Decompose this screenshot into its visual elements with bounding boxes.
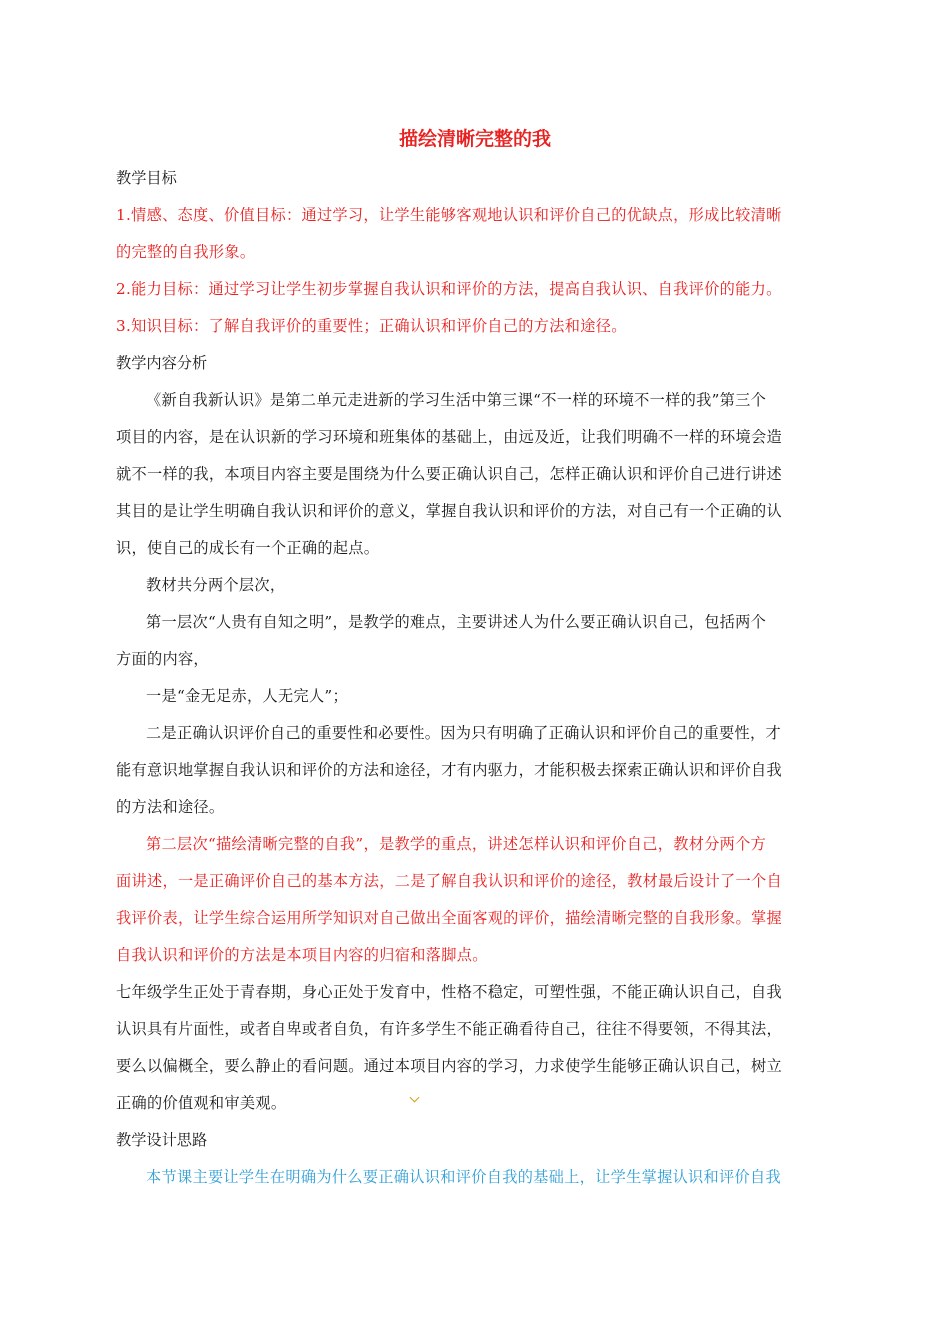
paragraph-8: 本节课主要让学生在明确为什么要正确认识和评价自我的基础上，让学生掌握认识和评价自我: [146, 1168, 781, 1186]
goal-2: 2.能力目标：通过学习让学生初步掌握自我认识和评价的方法，提高自我认识、自我评价的能力。: [116, 280, 782, 298]
paragraph-4: 一是“金无足赤，人无完人”；: [146, 687, 348, 705]
section-heading-content-analysis: 教学内容分析: [116, 354, 208, 372]
paragraph-7-line: 七年级学生正处于青春期，身心正处于发育中，性格不稳定，可塑性强，不能正确认识自己，自我: [116, 983, 782, 1001]
paragraph-1-line: 识，使自己的成长有一个正确的起点。: [116, 539, 380, 557]
document-body: [116, 160, 838, 1196]
section-heading-teaching-goals: 教学目标: [116, 169, 177, 187]
paragraph-1-line: 《新自我新认识》是第二单元走进新的学习生活中第三课“不一样的环境不一样的我”第三个: [146, 391, 767, 409]
document-title: 描绘清晰完整的我: [398, 128, 551, 150]
goal-3: 3.知识目标：了解自我评价的重要性；正确认识和评价自己的方法和途径。: [116, 317, 627, 335]
paragraph-6-line: 自我认识和评价的方法是本项目内容的归宿和落脚点。: [116, 946, 488, 964]
paragraph-3-line: 方面的内容，: [116, 650, 209, 668]
paragraph-2: 教材共分两个层次，: [146, 576, 286, 594]
paragraph-5-line: 二是正确认识评价自己的重要性和必要性。因为只有明确了正确认识和评价自己的重要性，才: [146, 724, 781, 742]
paragraph-5-line: 的方法和途径。: [116, 798, 225, 816]
paragraph-5-line: 能有意识地掌握自我认识和评价的方法和途径，才有内驱力，才能积极去探索正确认识和评价自我: [116, 761, 782, 779]
paragraph-7-line: 认识具有片面性，或者自卑或者自负，有许多学生不能正确看待自己，往往不得要领，不得其法，: [116, 1020, 782, 1038]
paragraph-7-line: 正确的价值观和审美观。: [116, 1094, 287, 1112]
paragraph-1-line: 就不一样的我，本项目内容主要是围绕为什么要正确认识自己，怎样正确认识和评价自己进行讲述: [116, 465, 782, 483]
paragraph-1-line: 其目的是让学生明确自我认识和评价的意义，掌握自我认识和评价的方法，对自己有一个正确的认: [116, 502, 782, 520]
paragraph-6-line: 第二层次“描绘清晰完整的自我”，是教学的重点，讲述怎样认识和评价自己，教材分两个方: [146, 835, 767, 853]
paragraph-7-line: 要么以偏概全，要么静止的看问题。通过本项目内容的学习，力求使学生能够正确认识自己，树立: [116, 1057, 782, 1075]
goal-1-line-1: 1.情感、态度、价值目标：通过学习，让学生能够客观地认识和评价自己的优缺点，形成比较清晰: [116, 206, 782, 224]
paragraph-6-line: 我评价表，让学生综合运用所学知识对自己做出全面客观的评价，描绘清晰完整的自我形象。掌握: [116, 909, 782, 927]
paragraph-1-line: 项目的内容，是在认识新的学习环境和班集体的基础上，由远及近，让我们明确不一样的环境会造: [116, 428, 782, 446]
goal-1-line-2: 的完整的自我形象。: [116, 243, 256, 261]
paragraph-6-line: 面讲述，一是正确评价自己的基本方法，二是了解自我认识和评价的途径，教材最后设计了一个自: [116, 872, 782, 890]
section-heading-design-ideas: 教学设计思路: [116, 1131, 208, 1149]
paragraph-3-line: 第一层次“人贵有自知之明”，是教学的难点，主要讲述人为什么要正确认识自己，包括两个: [146, 613, 767, 631]
